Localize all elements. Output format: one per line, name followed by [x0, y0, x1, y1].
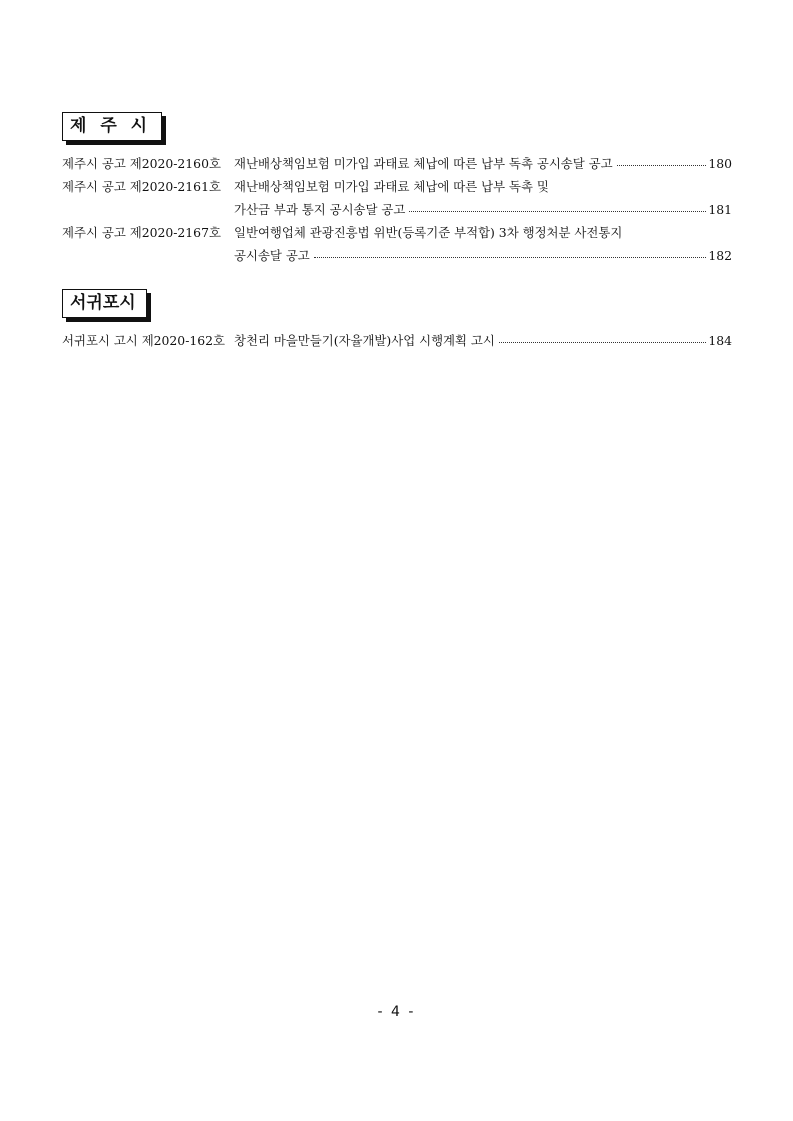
toc-entry[interactable]	[62, 329, 732, 352]
section-heading: 제 주 시	[62, 112, 162, 141]
dot-leader	[499, 333, 706, 345]
section-jeju-si	[62, 112, 732, 267]
notice-title: 재난배상책임보험 미가입 과태료 체납에 따른 납부 독촉 및	[234, 179, 549, 194]
dot-leader	[617, 156, 707, 168]
notice-number: 서귀포시 고시 제2020-162호	[62, 333, 226, 348]
notice-title: 창천리 마을만들기(자율개발)사업 시행계획 고시	[234, 333, 495, 348]
dot-leader	[409, 202, 706, 214]
dot-leader	[314, 248, 707, 260]
section-heading: 서귀포시	[62, 289, 147, 318]
notice-title: 재난배상책임보험 미가입 과태료 체납에 따른 납부 독촉 공시송달 공고	[234, 156, 613, 171]
notice-number: 제주시 공고 제2020-2167호	[62, 225, 221, 240]
toc-entry[interactable]	[62, 221, 732, 267]
page-number: 182	[708, 248, 732, 263]
page-number: 181	[708, 202, 732, 217]
notice-number: 제주시 공고 제2020-2160호	[62, 156, 221, 171]
page-number: 184	[708, 333, 732, 348]
section-seogwipo-si	[62, 289, 732, 352]
toc-entry[interactable]	[62, 152, 732, 175]
notice-title-continued: 가산금 부과 통지 공시송달 공고	[234, 202, 406, 217]
notice-title: 일반여행업체 관광진흥법 위반(등록기준 부적합) 3차 행정처분 사전통지	[234, 225, 623, 240]
notice-title-continued: 공시송달 공고	[234, 248, 310, 263]
notice-number: 제주시 공고 제2020-2161호	[62, 179, 221, 194]
page-footer-number: - 4 -	[377, 1004, 416, 1020]
toc-entry[interactable]	[62, 175, 732, 221]
page-number: 180	[708, 156, 732, 171]
